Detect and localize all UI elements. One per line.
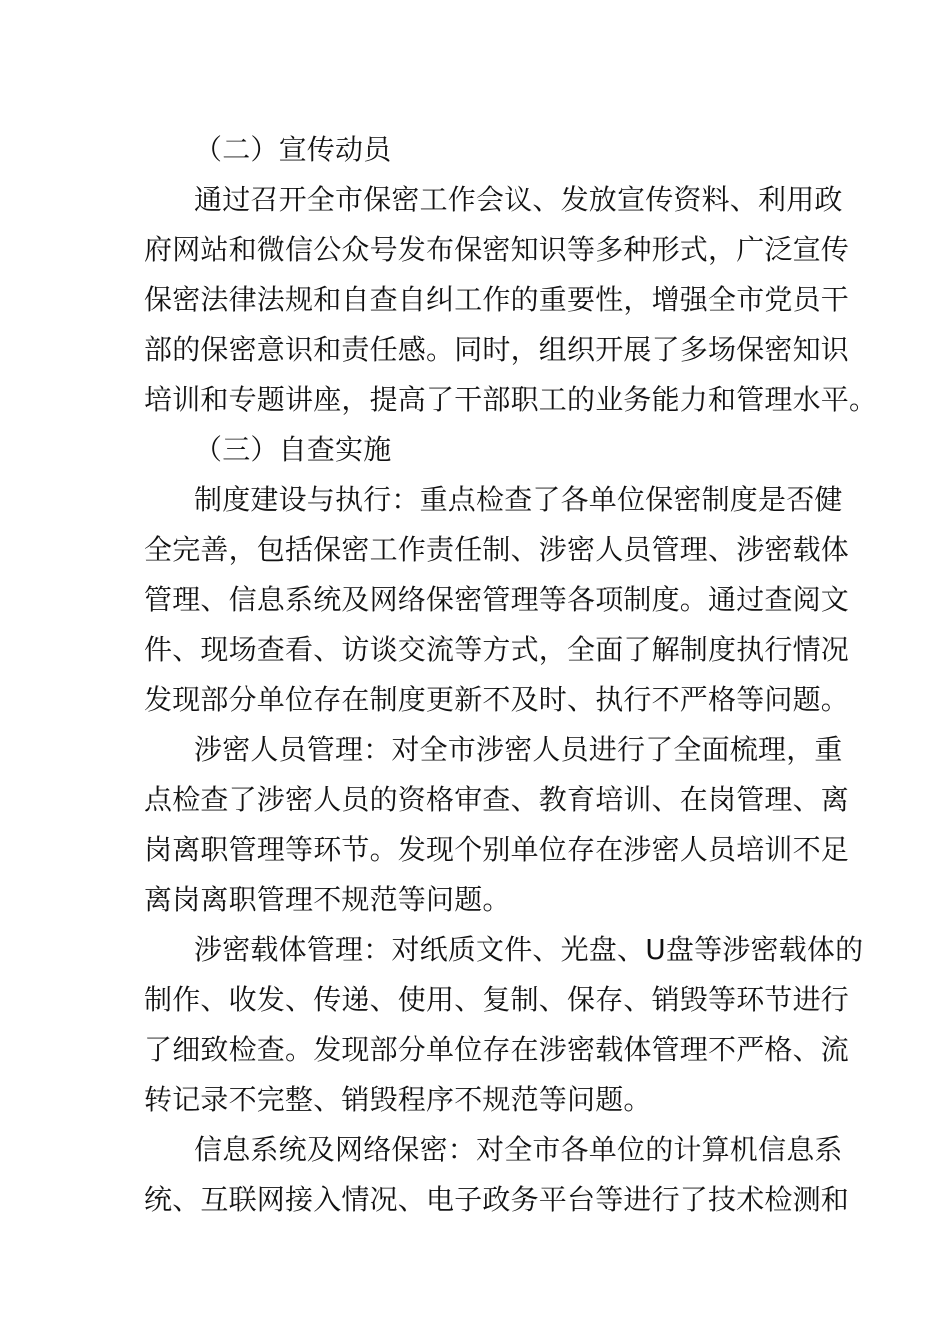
- section-heading-self-inspection: （三）自查实施: [194, 433, 392, 466]
- text-line: 统、互联网接入情况、电子政务平台等进行了技术检测和: [144, 1183, 850, 1216]
- text-line: 制度建设与执行：重点检查了各单位保密制度是否健: [194, 483, 843, 516]
- text-line: 全完善，包括保密工作责任制、涉密人员管理、涉密载体: [144, 533, 850, 566]
- text-line: 了细致检查。发现部分单位存在涉密载体管理不严格、流: [144, 1033, 850, 1066]
- text-line: 保密法律法规和自查自纠工作的重要性，增强全市党员干: [144, 283, 850, 316]
- text-line: 管理、信息系统及网络保密管理等各项制度。通过查阅文: [144, 583, 850, 616]
- text-line: 点检查了涉密人员的资格审查、教育培训、在岗管理、离: [144, 783, 850, 816]
- text-line: 发现部分单位存在制度更新不及时、执行不严格等问题。: [144, 683, 850, 716]
- text-line: 通过召开全市保密工作会议、发放宣传资料、利用政: [194, 183, 843, 216]
- text-line: 件、现场查看、访谈交流等方式，全面了解制度执行情况: [144, 633, 850, 666]
- text-line: 培训和专题讲座，提高了干部职工的业务能力和管理水平。: [144, 383, 878, 416]
- text-line: 府网站和微信公众号发布保密知识等多种形式，广泛宣传: [144, 233, 850, 266]
- section-heading-publicity: （二）宣传动员: [194, 133, 392, 166]
- text-line: 涉密人员管理：对全市涉密人员进行了全面梳理，重: [194, 733, 843, 766]
- text-line: 制作、收发、传递、使用、复制、保存、销毁等环节进行: [144, 983, 850, 1016]
- text-line: 部的保密意识和责任感。同时，组织开展了多场保密知识: [144, 333, 850, 366]
- text-line: 离岗离职管理不规范等问题。: [144, 883, 511, 916]
- text-line: 岗离职管理等环节。发现个别单位存在涉密人员培训不足: [144, 833, 850, 866]
- text-line: 转记录不完整、销毁程序不规范等问题。: [144, 1083, 652, 1116]
- text-line: 信息系统及网络保密：对全市各单位的计算机信息系: [194, 1133, 843, 1166]
- text-line: 涉密载体管理：对纸质文件、光盘、U盘等涉密载体的: [194, 933, 864, 966]
